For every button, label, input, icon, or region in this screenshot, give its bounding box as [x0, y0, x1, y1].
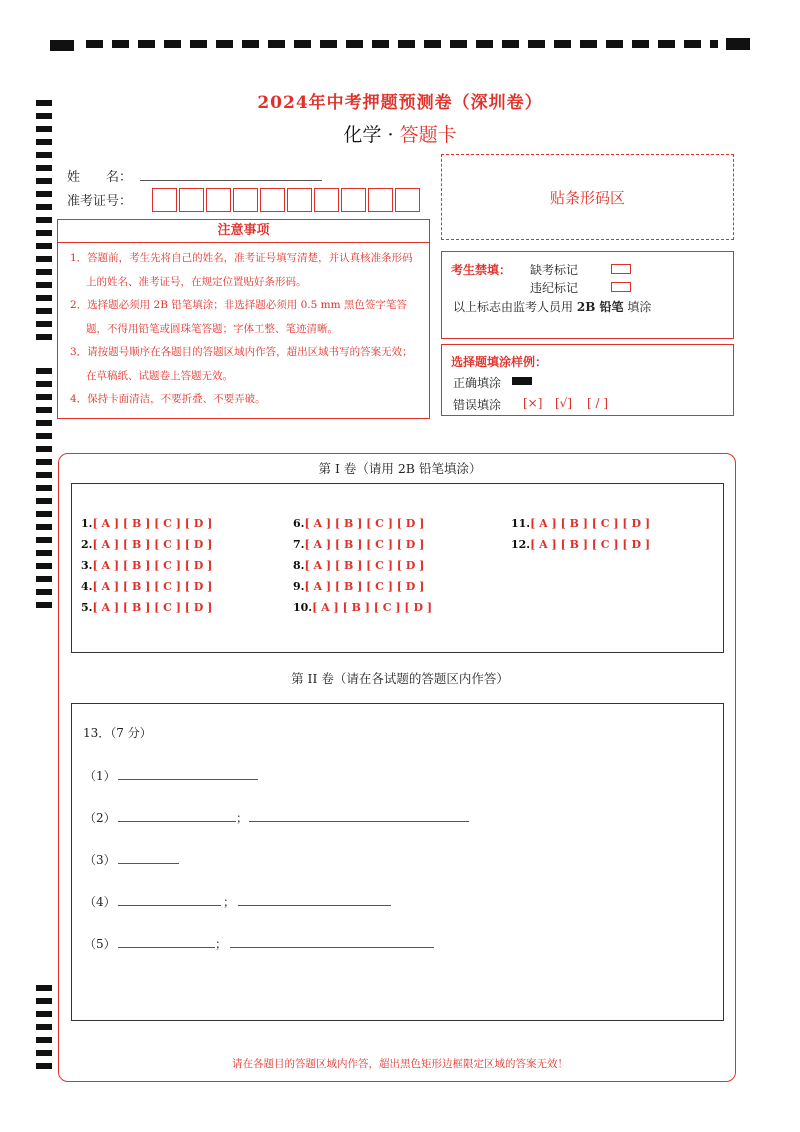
wrong-mark: [√] — [555, 396, 573, 410]
card-label: 答题卡 — [399, 124, 457, 146]
examinee-forbidden-box — [441, 251, 734, 339]
answer-line[interactable] — [230, 934, 434, 948]
mcq-question[interactable]: 5.[ A ] [ B ] [ C ] [ D ] — [81, 601, 213, 614]
id-box[interactable] — [395, 188, 420, 212]
mcq-question[interactable]: 12.[ A ] [ B ] [ C ] [ D ] — [511, 538, 651, 551]
notice-box — [57, 219, 430, 419]
wrong-fill-label: 错误填涂 — [453, 398, 502, 412]
answer-line[interactable] — [118, 808, 236, 822]
id-box[interactable] — [179, 188, 204, 212]
forbid-note: 以上标志由监考人员用 2B 铅笔 填涂 — [453, 300, 652, 314]
barcode-area — [441, 154, 734, 240]
name-label: 姓 名： — [67, 170, 133, 185]
violation-label: 违纪标记 — [530, 281, 579, 295]
subquestion-label: （4） — [84, 895, 116, 909]
subject-name: 化学 · — [343, 124, 394, 146]
id-box[interactable] — [368, 188, 393, 212]
fill-sample-box — [441, 344, 734, 416]
part1-title: 第 I 卷（请用 2B 铅笔填涂） — [318, 461, 482, 476]
notice-item: 4．保持卡面清洁，不要折叠、不要弄破。 — [70, 393, 266, 405]
notice-title: 注意事项 — [58, 220, 429, 243]
mcq-question[interactable]: 1.[ A ] [ B ] [ C ] [ D ] — [81, 517, 213, 530]
id-box[interactable] — [152, 188, 177, 212]
id-box[interactable] — [341, 188, 366, 212]
answer-line[interactable] — [249, 808, 469, 822]
id-box[interactable] — [206, 188, 231, 212]
separator: ； — [236, 811, 249, 825]
answer-line[interactable] — [118, 934, 215, 948]
id-box[interactable] — [233, 188, 258, 212]
id-box[interactable] — [314, 188, 339, 212]
notice-item: 1．答题前，考生先将自己的姓名，准考证号填写清楚，并认真核准条形码上的姓名、准考证号，在规定位置贴好条形码。 — [70, 252, 413, 288]
wrong-mark: [ / ] — [587, 396, 609, 410]
barcode-label: 贴条形码区 — [549, 188, 625, 207]
id-box[interactable] — [287, 188, 312, 212]
mcq-question[interactable]: 7.[ A ] [ B ] [ C ] [ D ] — [293, 538, 425, 551]
mcq-question[interactable]: 2.[ A ] [ B ] [ C ] [ D ] — [81, 538, 213, 551]
forbid-label: 考生禁填： — [451, 263, 512, 277]
separator: ； — [215, 937, 228, 951]
notice-item: 3．请按题号顺序在各题目的答题区域内作答，超出区域书写的答案无效；在草稿纸、试题卷上答题无效。 — [70, 346, 413, 382]
answer-line[interactable] — [118, 892, 221, 906]
mcq-question[interactable]: 11.[ A ] [ B ] [ C ] [ D ] — [511, 517, 651, 530]
mcq-question[interactable]: 8.[ A ] [ B ] [ C ] [ D ] — [293, 559, 425, 572]
answer-line[interactable] — [118, 766, 258, 780]
subquestion-label: （2） — [84, 811, 116, 825]
mcq-question[interactable]: 9.[ A ] [ B ] [ C ] [ D ] — [293, 580, 425, 593]
answer-line[interactable] — [238, 892, 391, 906]
footer-warning: 请在各题目的答题区域内作答，超出黑色矩形边框限定区域的答案无效！ — [232, 1058, 568, 1070]
correct-fill-label: 正确填涂 — [453, 376, 502, 390]
answer-line[interactable] — [118, 850, 179, 864]
part2-title: 第 II 卷（请在各试题的答题区内作答） — [291, 671, 509, 686]
wrong-mark: [×] — [523, 396, 543, 410]
mcq-question[interactable]: 10.[ A ] [ B ] [ C ] [ D ] — [293, 601, 433, 614]
subquestion-label: （1） — [84, 769, 116, 783]
mcq-question[interactable]: 4.[ A ] [ B ] [ C ] [ D ] — [81, 580, 213, 593]
subquestion-label: （3） — [84, 853, 116, 867]
correct-fill-mark — [512, 377, 532, 385]
notice-item: 2．选择题必须用 2B 铅笔填涂；非选择题必须用 0.5 mm 黑色签字笔答题，不得用铅笔或圆珠笔答题；字体工整、笔迹清晰。 — [70, 299, 407, 335]
separator: ； — [223, 895, 236, 909]
id-label: 准考证号： — [67, 194, 133, 209]
absent-mark-box[interactable] — [611, 264, 631, 274]
question-13-title: 13．（7 分） — [83, 726, 152, 740]
id-box[interactable] — [260, 188, 285, 212]
id-number-boxes[interactable] — [152, 188, 422, 212]
mcq-question[interactable]: 6.[ A ] [ B ] [ C ] [ D ] — [293, 517, 425, 530]
absent-label: 缺考标记 — [530, 263, 579, 277]
sample-title: 选择题填涂样例： — [451, 355, 548, 369]
violation-mark-box[interactable] — [611, 282, 631, 292]
mcq-question[interactable]: 3.[ A ] [ B ] [ C ] [ D ] — [81, 559, 213, 572]
subquestion-label: （5） — [84, 937, 116, 951]
subject-title — [0, 120, 800, 147]
name-field[interactable] — [140, 164, 322, 181]
exam-title: 2024年中考押题预测卷（深圳卷） — [257, 93, 543, 113]
